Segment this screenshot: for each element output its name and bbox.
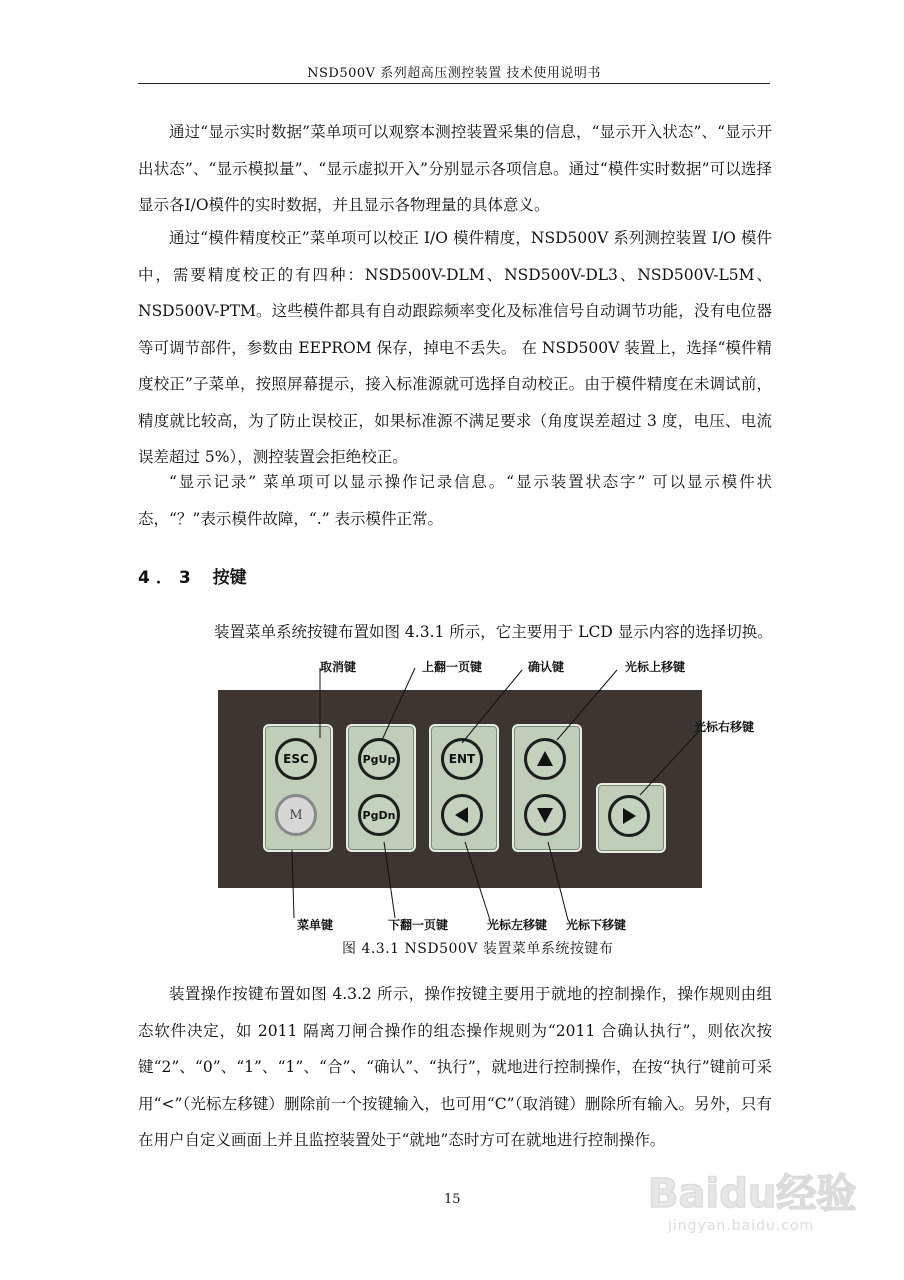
callout-cursor-left-key: 光标左移键	[487, 918, 548, 932]
keys-intro: 装置菜单系统按键布置如图 4.3.1 所示，它主要用于 LCD 显示内容的选择切换。	[214, 623, 773, 641]
running-header: NSD500V 系列超高压测控装置 技术使用说明书	[307, 66, 601, 81]
arrow-down-icon	[534, 804, 556, 826]
paragraph-realtime-data: 通过“显示实时数据”菜单项可以观察本测控装置采集的信息，“显示开入状态”、“显示开出状态”、“显示模拟量”、“显示虚拟开入”分别显示各项信息。通过“模件实时数据”可以选择显示各I/O模件的实时数据，并且显示各物理量的具体意义。	[138, 123, 772, 214]
menu-key[interactable]: M	[275, 794, 317, 836]
callout-confirm-key: 确认键	[528, 660, 565, 674]
baidu-watermark	[648, 1162, 858, 1242]
arrow-left-icon	[451, 804, 473, 826]
cursor-down-key[interactable]	[524, 794, 566, 836]
arrow-right-icon	[618, 805, 640, 827]
callout-menu-key: 菜单键	[297, 918, 334, 932]
pgup-key[interactable]: PgUp	[358, 738, 400, 780]
cursor-right-key[interactable]	[608, 795, 650, 837]
cursor-up-key[interactable]	[524, 738, 566, 780]
section-number: 4．3	[138, 568, 197, 588]
header-rule	[138, 83, 770, 84]
section-title: 按键	[212, 568, 247, 588]
key-group-paging	[346, 724, 416, 852]
callout-page-up-key: 上翻一页键	[422, 660, 483, 674]
key-group-up-down	[512, 724, 582, 852]
cursor-left-key[interactable]	[441, 794, 483, 836]
esc-key[interactable]: ESC	[275, 738, 317, 780]
paragraph-operation-keys: 装置操作按键布置如图 4.3.2 所示，操作按键主要用于就地的控制操作，操作规则由组态软件决定，如 2011 隔离刀闸合操作的组态操作规则为“2011 合确认执行”，则依次按键“2”、“0”、“1”、“1”、“合”、“确认”、“执行”，就地进行控制操作，在按“执行”键前可采用“<”（光标左移键）删除前一个按键输入，也可用“C”（取消键）删除所有输入。另外，只有在用户自定义画面上并且监控装置处于“就地”态时方可在就地进行控制操作。	[138, 985, 772, 1149]
page-number: 15	[444, 1192, 461, 1207]
callout-cursor-up-key: 光标上移键	[625, 660, 686, 674]
key-group-esc-m	[263, 724, 333, 852]
callout-cancel-key: 取消键	[320, 660, 357, 674]
paragraph-accuracy-correction: 通过“模件精度校正”菜单项可以校正 I/O 模件精度，NSD500V 系列测控装置 I/O 模件中，需要精度校正的有四种：NSD500V-DLM、NSD500V-DL3、NSD500V-L5M、NSD500V-PTM。这些模件都具有自动跟踪频率变化及标准信号自动调节功能，没有电位器等可调节部件，参数由 EEPROM 保存，掉电不丢失。 在 NSD500V 装置上，选择“模件精度校正”子菜单，按照屏幕提示，接入标准源就可选择自动校正。由于模件精度在未调试前，精度就比较高，为了防止误校正，如果标准源不满足要求（角度误差超过 3 度，电压、电流误差超过 5%），测控装置会拒绝校正。	[138, 229, 772, 466]
watermark-logo: Baidu经验	[648, 1171, 857, 1217]
section-heading	[138, 563, 247, 588]
paragraph-records: “显示记录” 菜单项可以显示操作记录信息。“显示装置状态字” 可以显示模件状态，“？”表示模件故障，“.” 表示模件正常。	[138, 473, 772, 528]
key-group-right	[596, 783, 666, 853]
watermark-url: jingyan.baidu.com	[668, 1218, 815, 1234]
callout-cursor-right-key: 光标右移键	[694, 720, 755, 734]
pgdn-key[interactable]: PgDn	[358, 794, 400, 836]
callout-cursor-down-key: 光标下移键	[566, 918, 627, 932]
figure-caption: 图 4.3.1 NSD500V 装置菜单系统按键布	[342, 941, 614, 957]
key-group-ent-left	[429, 724, 499, 852]
ent-key[interactable]: ENT	[441, 738, 483, 780]
callout-page-down-key: 下翻一页键	[388, 918, 449, 932]
arrow-up-icon	[534, 748, 556, 770]
key-panel	[218, 690, 702, 888]
